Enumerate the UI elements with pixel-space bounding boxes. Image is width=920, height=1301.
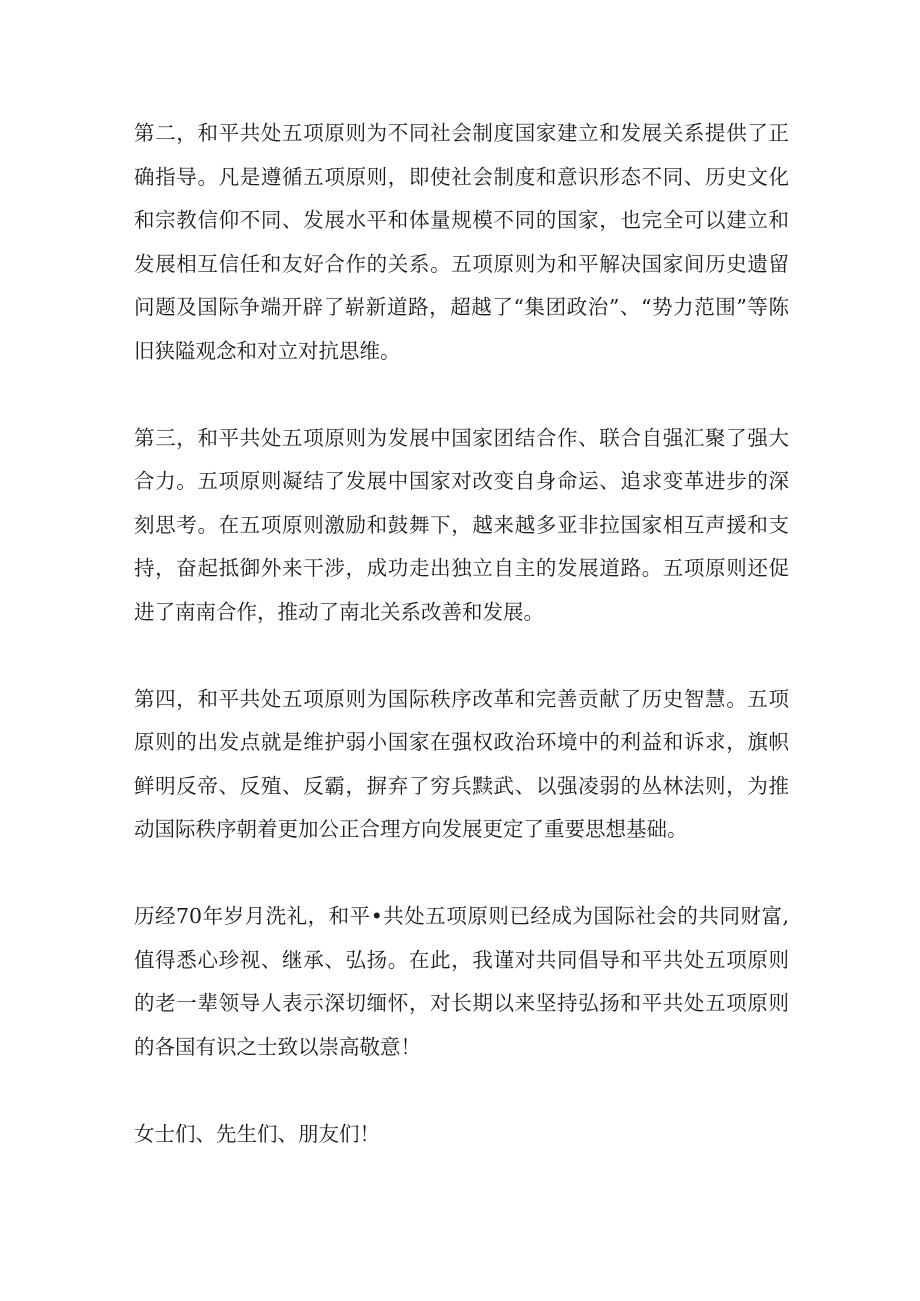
document-body bbox=[134, 112, 789, 1156]
paragraph-seventy-years: 历经70年岁月洗礼，和平•共处五项原则已经成为国际社会的共同财富,值得悉心珍视、继承、弘扬。在此，我谨对共同倡导和平共处五项原则的老一辈领导人表示深切缅怀，对长期以来坚持弘扬和平共处五项原则的各国有识之士致以崇高敬意！ bbox=[134, 904, 789, 1059]
paragraph-salutation: 女士们、先生们、朋友们！ bbox=[134, 1121, 380, 1146]
paragraph-fourth-principle: 第四，和平共处五项原则为国际秩序改革和完善贡献了历史智慧。五项原则的出发点就是维护弱小国家在强权政治环境中的利益和诉求，旗帜鲜明反帝、反殖、反霸，摒弃了穷兵黩武、以强凌弱的丛林法则，为推动国际秩序朝着更加公正合理方向发展更定了重要思想基础。 bbox=[134, 686, 789, 841]
paragraph-third-principle: 第三，和平共处五项原则为发展中国家团结合作、联合自强汇聚了强大合力。五项原则凝结了发展中国家对改变自身命运、追求变革进步的深刻思考。在五项原则激励和鼓舞下，越来越多亚非拉国家相互声援和支持，奋起抵御外来干涉，成功走出独立自主的发展道路。五项原则还促进了南南合作，推动了南北关系改善和发展。 bbox=[134, 425, 789, 624]
paragraph-second-principle: 第二，和平共处五项原则为不同社会制度国家建立和发展关系提供了正确指导。凡是遵循五项原则，即使社会制度和意识形态不同、历史文化和宗教信仰不同、发展水平和体量规模不同的国家，也完全可以建立和发展相互信任和友好合作的关系。五项原则为和平解决国家间历史遗留问题及国际争端开辟了崭新道路，超越了“集团政治”、“势力范围”等陈旧狭隘观念和对立对抗思维。 bbox=[134, 121, 789, 363]
